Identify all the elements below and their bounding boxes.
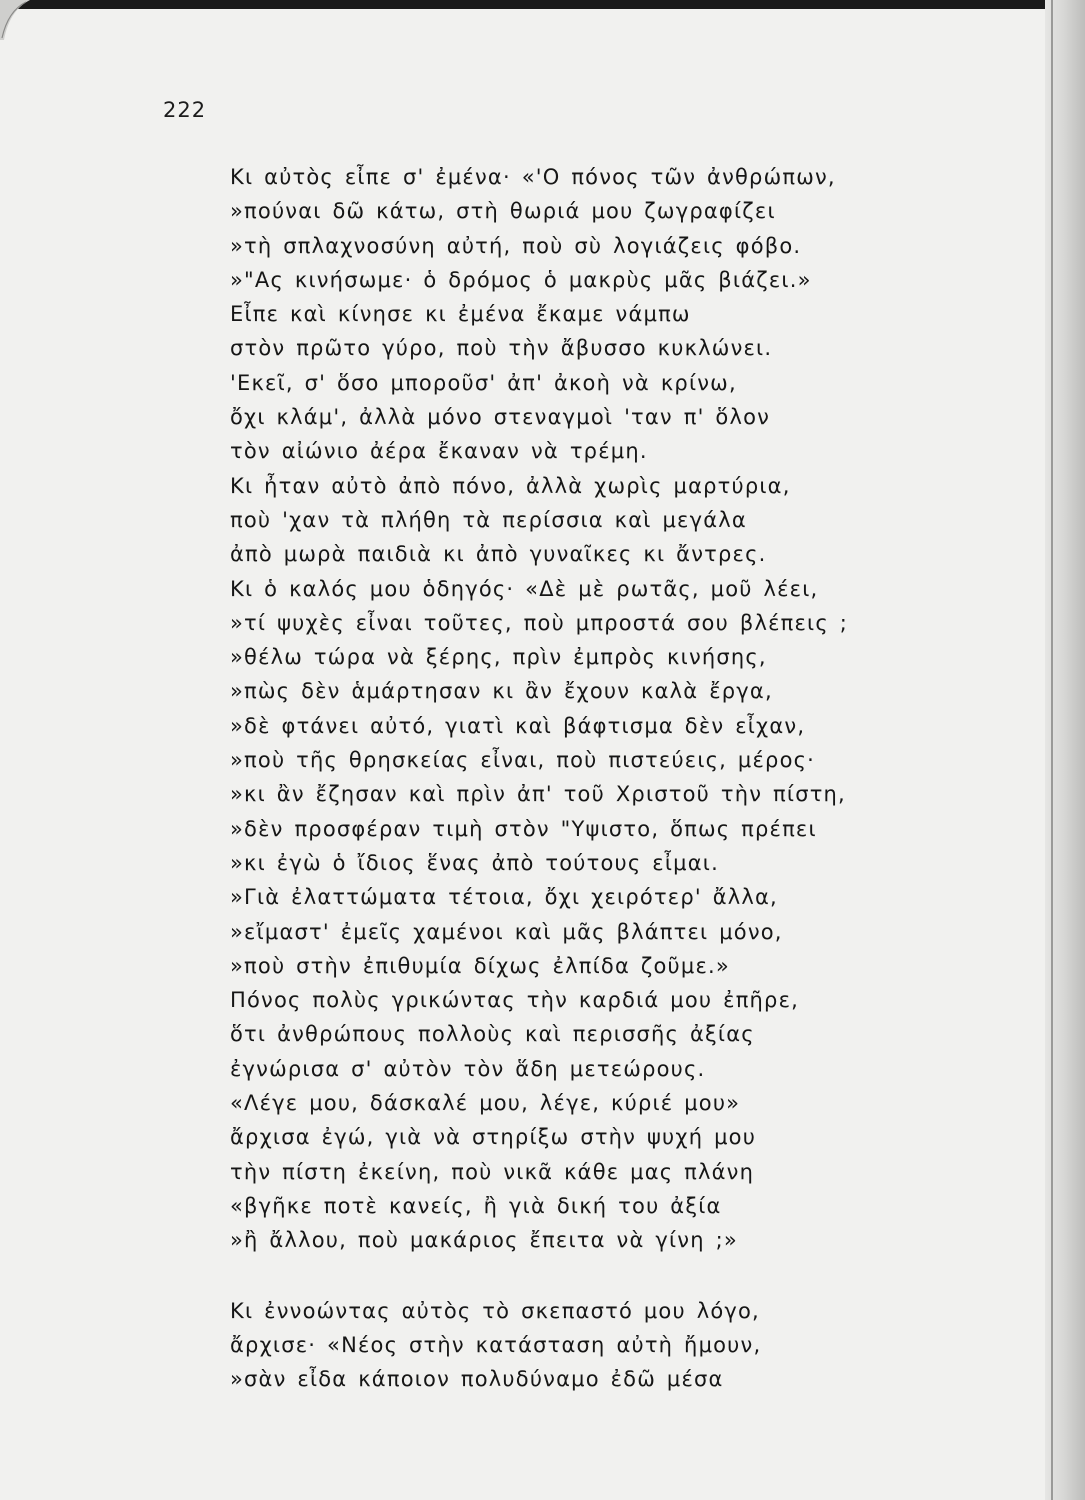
page-number: 222 (163, 98, 207, 122)
verse-line: Κι ἐννοώντας αὐτὸς τὸ σκεπαστό μου λόγο, (230, 1298, 760, 1323)
verse-line: τὴν πίστη ἐκείνη, ποὺ νικᾶ κάθε μας πλάνη (230, 1159, 755, 1184)
verse-line: Πόνος πολὺς γρικώντας τὴν καρδιά μου ἐπῆρε, (230, 988, 800, 1013)
page-corner-curl-icon (0, 0, 30, 40)
verse-line: »εἴμαστ' ἐμεῖς χαμένοι καὶ μᾶς βλάπτει μόνο, (230, 919, 783, 944)
verse-line: ὄχι κλάμ', ἀλλὰ μόνο στεναγμοὶ 'ταν π' ὅλον (230, 405, 771, 430)
verse-line: ἄρχισε· «Νέος στὴν κατάσταση αὐτὴ ἤμουν, (230, 1332, 762, 1357)
scan-top-border (0, 0, 1085, 9)
verse-line: »Γιὰ ἐλαττώματα τέτοια, ὄχι χειρότερ' ἄλλα, (230, 885, 778, 910)
verse-line: »τί ψυχὲς εἶναι τοῦτες, ποὺ μπροστά σου βλέπεις ; (230, 610, 848, 635)
verse-line: «Λέγε μου, δάσκαλέ μου, λέγε, κύριέ μου» (230, 1091, 741, 1116)
verse-line: ποὺ 'χαν τὰ πλήθη τὰ περίσσια καὶ μεγάλα (230, 507, 747, 532)
verse-line: »κι ἂν ἔζησαν καὶ πρὶν ἀπ' τοῦ Χριστοῦ τὴν πίστη, (230, 782, 846, 807)
stanza (230, 160, 930, 1258)
verse-line: »ποὺ τῆς θρησκείας εἶναι, ποὺ πιστεύεις, μέρος· (230, 748, 816, 773)
verse-line: ὅτι ἀνθρώπους πολλοὺς καὶ περισσῆς ἀξίας (230, 1022, 755, 1047)
verse-line: »κι ἐγὼ ὁ ἴδιος ἕνας ἀπὸ τούτους εἶμαι. (230, 850, 719, 875)
verse-line: Κι αὐτὸς εἶπε σ' ἐμένα· «'Ο πόνος τῶν ἀνθρώπων, (230, 165, 836, 189)
poem-text (230, 160, 930, 1396)
verse-line: »πὼς δὲν ἁμάρτησαν κι ἂν ἔχουν καλὰ ἔργα, (230, 679, 773, 704)
verse-line: Κι ἦταν αὐτὸ ἀπὸ πόνο, ἀλλὰ χωρὶς μαρτύρια, (230, 473, 791, 498)
verse-line: »τὴ σπλαχνοσύνη αὐτή, ποὺ σὺ λογιάζεις φόβο. (230, 233, 802, 258)
verse-line: τὸν αἰώνιο ἀέρα ἔκαναν νὰ τρέμη. (230, 439, 648, 464)
verse-line: »σὰν εἶδα κάποιον πολυδύναμο ἐδῶ μέσα (230, 1367, 724, 1392)
verse-line: Εἶπε καὶ κίνησε κι ἐμένα ἔκαμε νάμπω (230, 302, 691, 327)
verse-line: »θέλω τώρα νὰ ξέρης, πρὶν ἐμπρὸς κινήσης, (230, 645, 767, 670)
page-edge-line (1051, 0, 1053, 1500)
verse-line: ἄρχισα ἐγώ, γιὰ νὰ στηρίξω στὴν ψυχή μου (230, 1125, 757, 1150)
verse-line: 'Εκεῖ, σ' ὅσο μποροῦσ' ἀπ' ἀκοὴ νὰ κρίνω, (230, 370, 737, 395)
verse-line: στὸν πρῶτο γύρο, ποὺ τὴν ἄβυσσο κυκλώνει. (230, 336, 773, 361)
verse-line: »δὲ φτάνει αὐτό, γιατὶ καὶ βάφτισμα δὲν εἶχαν, (230, 713, 806, 738)
verse-line: ἀπὸ μωρὰ παιδιὰ κι ἀπὸ γυναῖκες κι ἄντρες. (230, 542, 767, 567)
stanza (230, 1294, 930, 1397)
verse-line: »"Ας κινήσωμε· ὁ δρόμος ὁ μακρὺς μᾶς βιάζει.» (230, 267, 812, 292)
verse-line: »ἢ ἄλλου, ποὺ μακάριος ἔπειτα νὰ γίνη ;» (230, 1228, 738, 1253)
verse-line: »δὲν προσφέραν τιμὴ στὸν "Υψιστο, ὅπως πρέπει (230, 816, 817, 841)
verse-line: »ποὺ στὴν ἐπιθυμία δίχως ἐλπίδα ζοῦμε.» (230, 953, 730, 978)
verse-line: ἐγνώρισα σ' αὐτὸν τὸν ἅδη μετεώρους. (230, 1056, 706, 1081)
verse-line: »πούναι δῶ κάτω, στὴ θωριά μου ζωγραφίζει (230, 199, 776, 224)
verse-line: «βγῆκε ποτὲ κανείς, ἢ γιὰ δική του ἀξία (230, 1193, 722, 1218)
verse-line: Κι ὁ καλός μου ὁδηγός· «Δὲ μὲ ρωτᾶς, μοῦ λέει, (230, 576, 819, 601)
